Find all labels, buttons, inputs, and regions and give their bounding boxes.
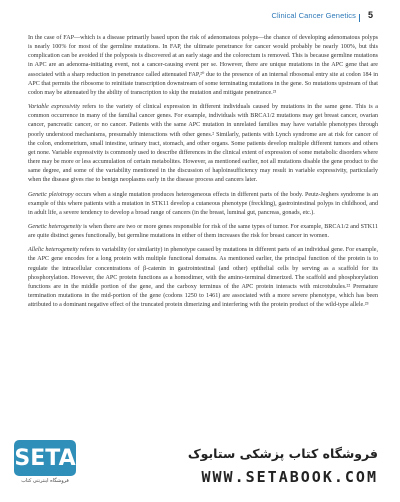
paragraph-fap-penetrance <box>28 34 378 98</box>
paragraph-genetic-pleiotropy <box>28 191 378 218</box>
body-text <box>28 34 378 315</box>
paragraph-term: Genetic heterogeneity <box>28 223 82 230</box>
paragraph-variable-expressivity <box>28 103 378 185</box>
paragraph-term: Genetic pleiotropy <box>28 191 74 198</box>
page-header <box>0 11 400 25</box>
setabook-logo[interactable] <box>14 440 76 488</box>
paragraph-text: is when there are two or more genes responsible for risk of the same types of tumor. For example, BRCA1/2 and STK11 are quite distinct genes functionally, but germline mutations in either of them increases the risk for breast cancer in women. <box>28 223 378 240</box>
running-head: Clinical Cancer Genetics <box>271 11 356 20</box>
paragraph-text: refers to variability (or similarity) in phenotype caused by mutations in different parts of an individual gene. For example, the APC gene encodes for a long protein with multiple functional domains. As mentioned earlier, the principal function of the protein is to regulate the intracellular concentrations of β-catenin in gastrointestinal (and other) epithelial cells by serving as a scaffold for its phosphorylation. However, the APC protein functions as a homodimer, with the amino-terminal dimerized. The scaffold and phosphorylation functions are in the middle portion of the gene, and the carboxy terminus of the APC protein interacts with microtubules.²² Premature termination mutations in the mid-portion of the gene (codons 1250 to 1461) are associated with a more severe phenotype, which has been attributed to a dominant negative effect of the truncated protein dimerizing and interfering with the protein product of the wild-type allele.²³ <box>28 247 378 309</box>
paragraph-term: Allelic heterogeneity <box>28 247 79 254</box>
header-divider <box>359 14 360 22</box>
site-url-link[interactable]: WWW.SETABOOK.COM <box>201 468 378 486</box>
paragraph-text: In the case of FAP—which is a disease primarily based upon the risk of adenomatous polyps—the chance of developing adenomatous polyps is nearly 100% for most of the germline mutations. In FAP, the ultimate penetrance for cancer would probably be nearly 100%, but this complication can be avoided if the polyposis is discovered at an early stage and the colorectum is removed. This is because germline mutations in APC are an adenoma-initiating event, not a cancer-causing event per se. However, there are unique mutations in the APC gene that are associated with a sharp reduction in penetrance called attenuated FAP,²⁰ due to the presence of an internal ribosomal entry site at codon 184 in APC that permits the ribosome to reinitiate transcription downstream of some terminating mutations in the gene. So mutations upstream of that codon may be attenuated by the ability of transcription to skip the mutation and mitigate penetrance.²¹ <box>28 35 378 96</box>
publisher-footer <box>0 432 400 502</box>
paragraph-genetic-heterogeneity <box>28 223 378 241</box>
site-title: فروشگاه کتاب پزشکی ستابوک <box>187 446 378 461</box>
page-number: 5 <box>367 10 373 20</box>
paragraph-text: occurs when a single mutation produces heterogeneous effects in different parts of the body. Peutz-Jeghers syndrome is an example of this where patients with a mutation in STK11 develop a cutaneous phenotype (freckling), gastrointestinal polyps in childhood, and in adult life, a severe tendency to develop a broad range of cancers (in the breast, luminal gut, pancreas, gonads, etc.). <box>28 191 379 216</box>
logo-subtext: فروشگاه اینترنتی کتاب <box>21 478 69 484</box>
paragraph-term: Variable expressivity <box>28 104 80 111</box>
paragraph-text: refers to the variety of clinical expression in different individuals caused by mutations in the same gene. This is a common occurrence in many of the familial cancer genes. For example, individuals with BRCA1/2 mutations may get breast cancer, ovarian cancer, pancreatic cancer, or no cancer. Patients with the same APC mutation in unrelated families may have variable phenotypes through poorly understood mechanisms, presumably interactions with other genes.² Similarly, patients with Lynch syndrome are at risk for cancer of the colon, endometrium, small intestine, urinary tract, stomach, and other organs. Some patients develop multiple different tumors and others get none. Variable expressivity is commonly used to describe differences in the clinical extent of expression of some metabolic disorders where there may be more or less accumulation of certain metabolites. However, as mentioned earlier, not all mutations disable the gene product to the same degree, and some of the variability mentioned in the discussion of haploinsufficiency may result in variable expressivity, particularly when the disease gives rise to benign neoplasms early in the disease process and cancers later. <box>28 104 378 184</box>
logo-icon: SETA <box>14 440 76 476</box>
paragraph-allelic-heterogeneity <box>28 246 378 310</box>
